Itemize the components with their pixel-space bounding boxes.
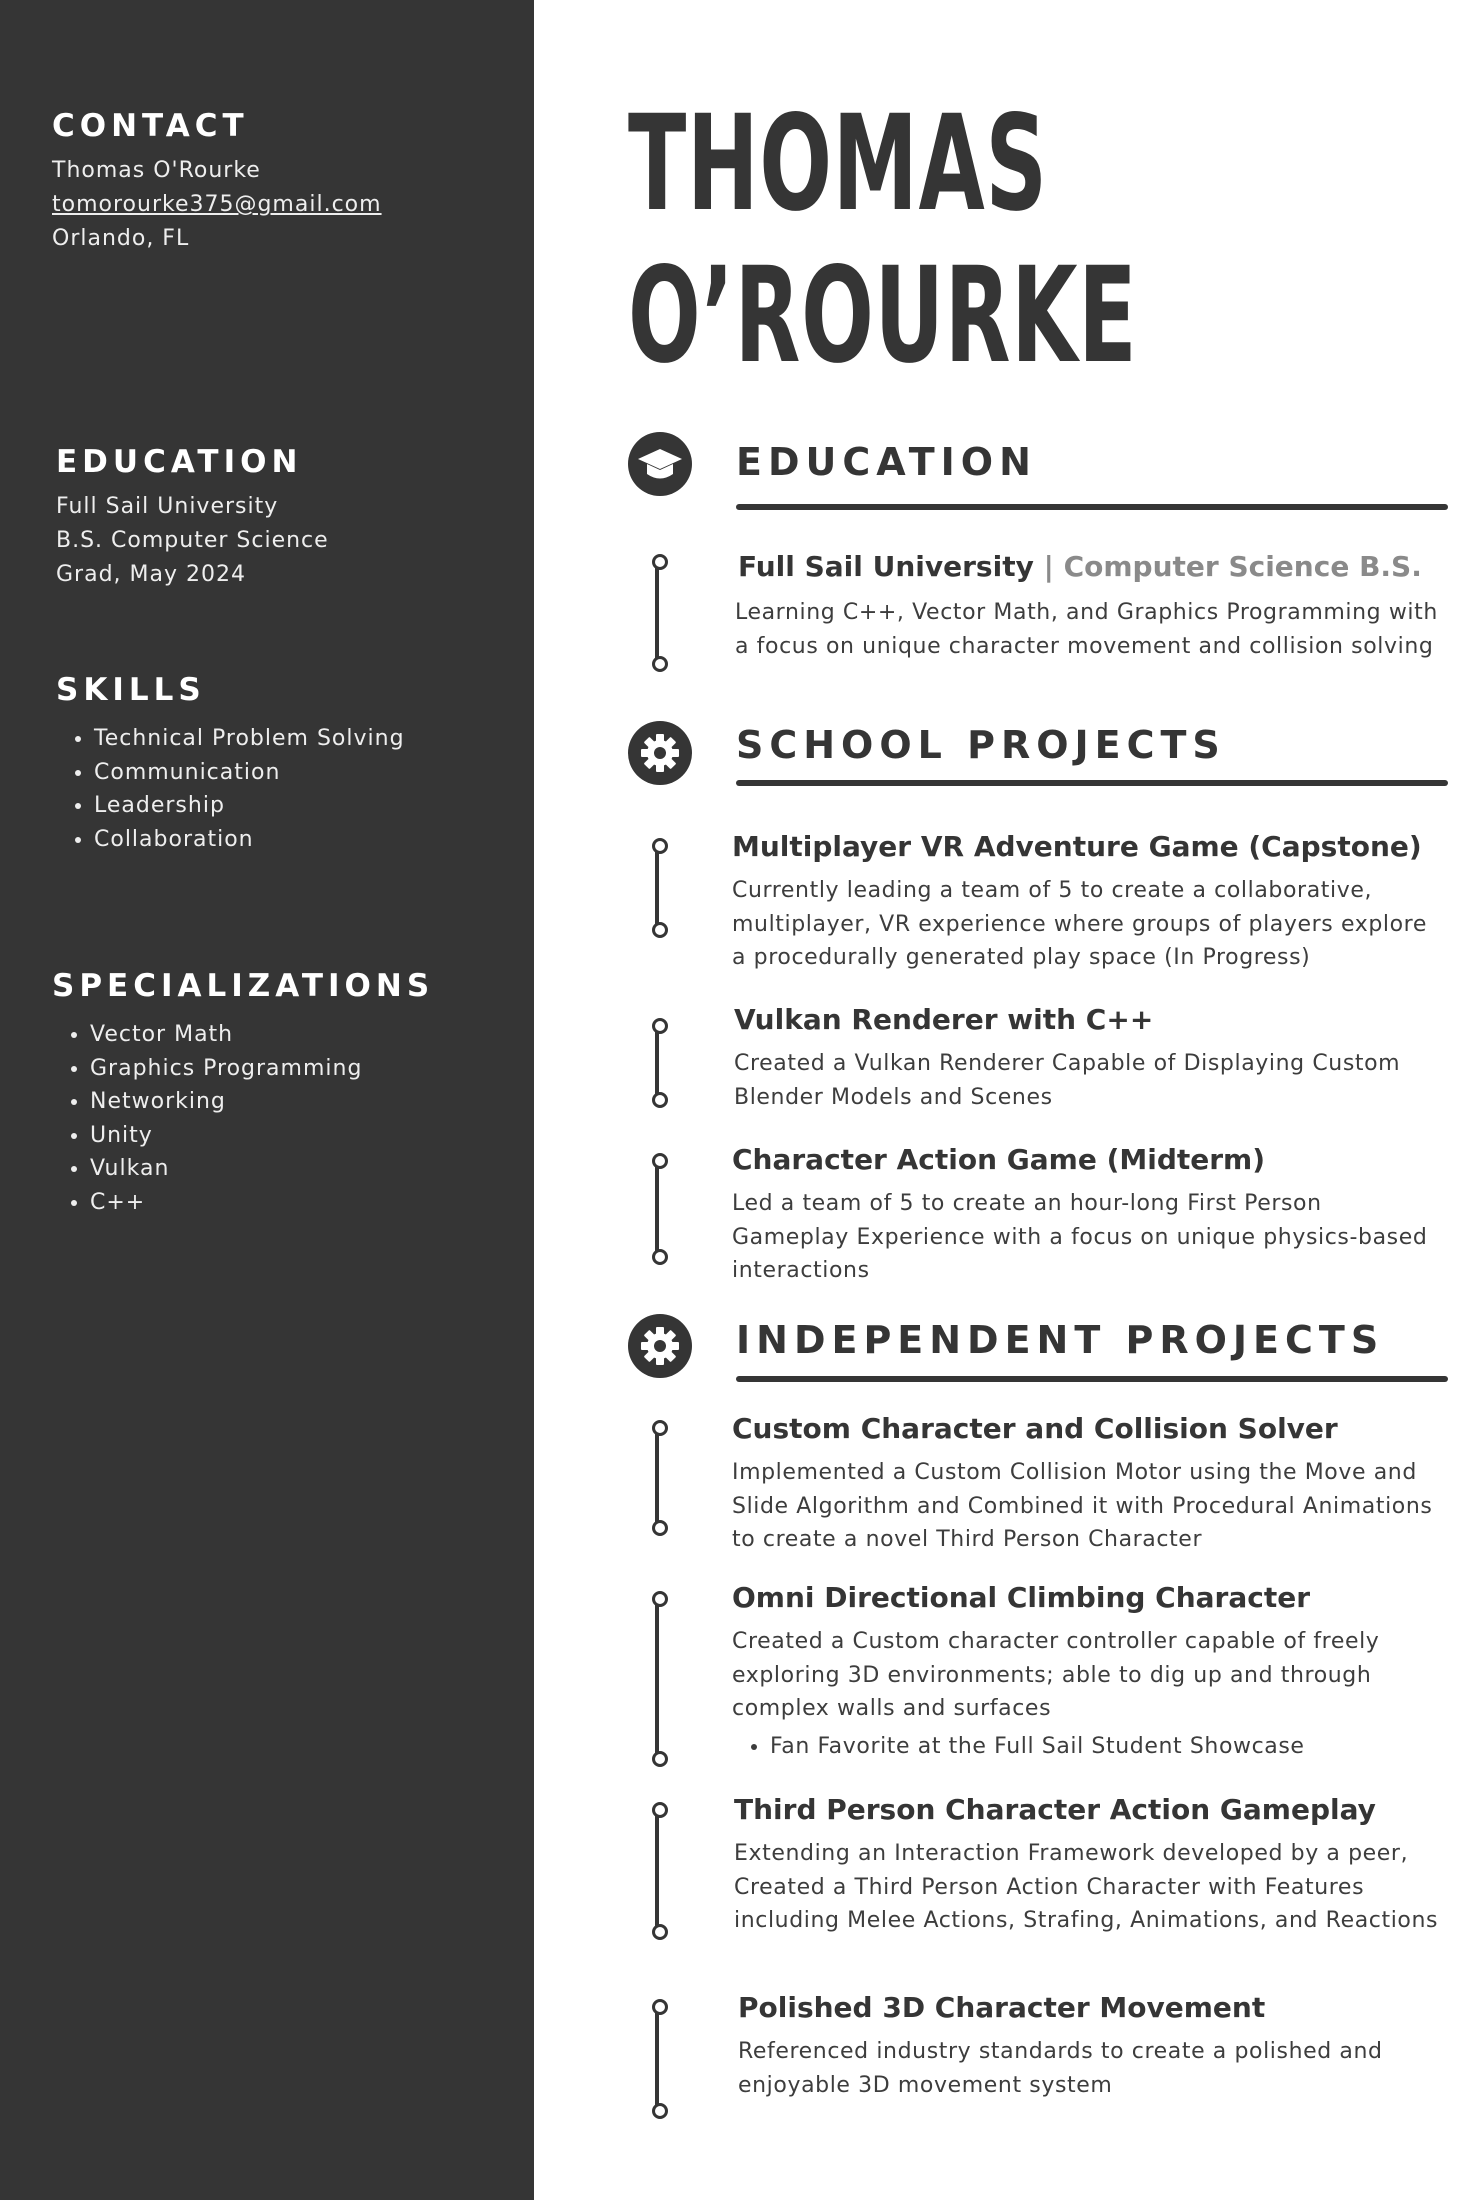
project-entry xyxy=(640,1143,1440,1283)
project-title: Vulkan Renderer with C++ xyxy=(734,1003,1154,1036)
sidebar-education-grad: Grad, May 2024 xyxy=(56,562,246,587)
sidebar xyxy=(0,0,534,2200)
project-desc: Referenced industry standards to create a polished and enjoyable 3D movement system xyxy=(738,2039,1383,2098)
contact-section xyxy=(52,108,514,256)
specialization-item: • Vector Math xyxy=(90,1018,514,1052)
skill-item: • Technical Problem Solving xyxy=(94,722,514,756)
specializations-list xyxy=(52,1018,514,1219)
specialization-item: • Unity xyxy=(90,1119,514,1153)
sidebar-education-section xyxy=(56,444,514,592)
gear-icon xyxy=(628,721,692,785)
project-title: Character Action Game (Midterm) xyxy=(732,1143,1266,1176)
specializations-heading: SPECIALIZATIONS xyxy=(52,968,435,1004)
project-title: Omni Directional Climbing Character xyxy=(732,1581,1311,1614)
section-divider xyxy=(736,780,1448,786)
specialization-item: • Graphics Programming xyxy=(90,1052,514,1086)
gear-icon xyxy=(628,1314,692,1378)
independent-projects-header xyxy=(628,1314,1448,1384)
skill-item: • Collaboration xyxy=(94,823,514,857)
project-bullet: • Fan Favorite at the Full Sail Student Showcase xyxy=(770,1730,1305,1763)
page-title xyxy=(628,88,1137,392)
project-title: Multiplayer VR Adventure Game (Capstone) xyxy=(732,830,1422,863)
project-entry xyxy=(640,1991,1440,2121)
project-desc: Currently leading a team of 5 to create a collaborative, multiplayer, VR experience where groups of players explore a procedurally generated play space (In Progress) xyxy=(732,878,1427,970)
project-desc: Implemented a Custom Collision Motor using the Move and Slide Algorithm and Combined it with Procedural Animations to create a novel Third Person Character xyxy=(732,1460,1433,1552)
specialization-item: • Vulkan xyxy=(90,1152,514,1186)
education-heading: EDUCATION xyxy=(736,440,1037,484)
project-entry xyxy=(640,1412,1440,1552)
contact-location: Orlando, FL xyxy=(52,226,190,251)
education-school: Full Sail University xyxy=(738,550,1034,583)
section-divider xyxy=(736,504,1448,510)
project-entry xyxy=(640,1581,1440,1761)
education-section-header xyxy=(628,432,1448,512)
school-projects-header xyxy=(628,721,1448,791)
education-degree: Computer Science B.S. xyxy=(1063,550,1422,583)
contact-name: Thomas O'Rourke xyxy=(52,158,261,183)
project-title: Polished 3D Character Movement xyxy=(738,1991,1266,2024)
skill-item: • Communication xyxy=(94,756,514,790)
contact-email-link[interactable]: tomorourke375@gmail.com xyxy=(52,192,382,217)
education-entry-desc: Learning C++, Vector Math, and Graphics Programming with a focus on unique character movement and collision solving xyxy=(735,600,1438,659)
education-entry-title: Full Sail University | Computer Science B.S. xyxy=(738,550,1422,583)
project-entry xyxy=(640,1793,1440,1963)
project-entry xyxy=(640,1003,1440,1113)
name-first: THOMAS xyxy=(628,87,1048,241)
skills-heading: SKILLS xyxy=(56,672,206,708)
project-desc: Created a Vulkan Renderer Capable of Displaying Custom Blender Models and Scenes xyxy=(734,1051,1401,1110)
education-entry xyxy=(640,548,1440,688)
sidebar-education-school: Full Sail University xyxy=(56,494,279,519)
project-title: Third Person Character Action Gameplay xyxy=(734,1793,1376,1826)
project-bullets xyxy=(732,1730,1305,1763)
sidebar-education-degree: B.S. Computer Science xyxy=(56,528,329,553)
skills-list xyxy=(56,722,514,856)
contact-heading: CONTACT xyxy=(52,108,249,144)
project-entry xyxy=(640,826,1440,970)
skill-item: • Leadership xyxy=(94,789,514,823)
project-desc: Created a Custom character controller capable of freely exploring 3D environments; able to dig up and through complex walls and surfaces xyxy=(732,1629,1380,1721)
graduation-cap-icon xyxy=(628,432,692,496)
section-divider xyxy=(736,1376,1448,1382)
school-projects-heading: SCHOOL PROJECTS xyxy=(736,723,1226,767)
specializations-section xyxy=(52,968,514,1219)
specialization-item: • Networking xyxy=(90,1085,514,1119)
name-last: O’ROURKE xyxy=(628,239,1138,393)
independent-projects-heading: INDEPENDENT PROJECTS xyxy=(736,1318,1385,1362)
project-desc: Extending an Interaction Framework developed by a peer, Created a Third Person Action Character with Features including Melee Actions, Strafing, Animations, and Reactions xyxy=(734,1841,1439,1933)
project-title: Custom Character and Collision Solver xyxy=(732,1412,1338,1445)
sidebar-education-heading: EDUCATION xyxy=(56,444,303,480)
skills-section xyxy=(56,672,514,856)
project-desc: Led a team of 5 to create an hour-long First Person Gameplay Experience with a focus on unique physics-based interactions xyxy=(732,1191,1428,1283)
specialization-item: • C++ xyxy=(90,1186,514,1220)
